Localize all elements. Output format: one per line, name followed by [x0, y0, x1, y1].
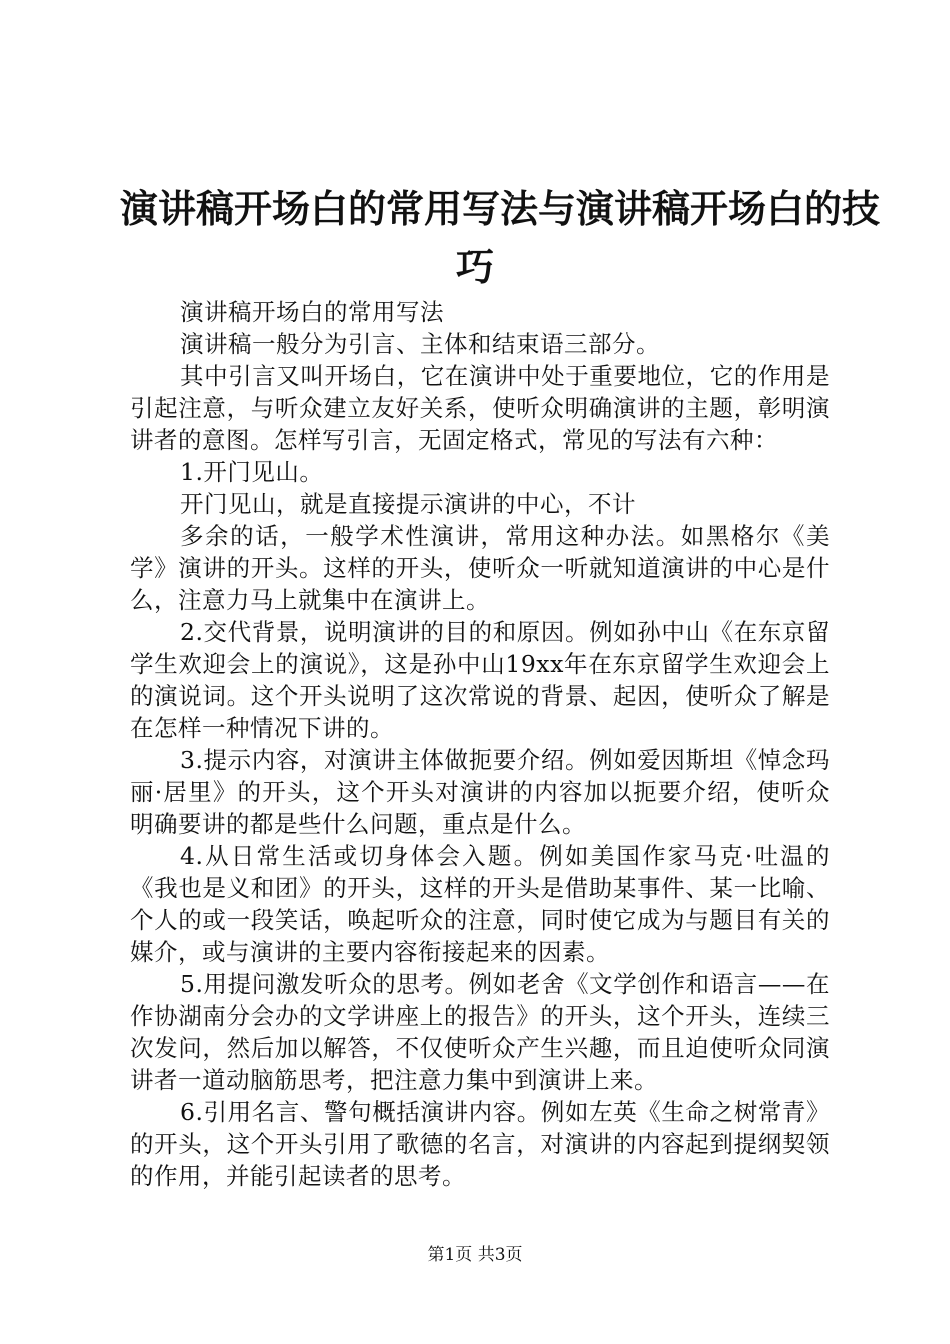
- section-heading: 演讲稿开场白的常用写法: [180, 298, 444, 326]
- list-item: 6.引用名言、警句概括演讲内容。例如左英《生命之树常青》的开头，这个开头引用了歌德的名言，对演讲的内容起到提纲契领的作用，并能引起读者的思考。: [130, 1098, 830, 1190]
- document-body: [130, 296, 830, 1192]
- list-item: 2.交代背景，说明演讲的目的和原因。例如孙中山《在东京留学生欢迎会上的演说》，这是孙中山19xx年在东京留学生欢迎会上的演说词。这个开头说明了这次常说的背景、起因，使听众了解是在怎样一种情况下讲的。: [130, 618, 830, 742]
- list-item: 5.用提问激发听众的思考。例如老舍《文学创作和语言——在作协湖南分会办的文学讲座上的报告》的开头，这个开头，连续三次发问，然后加以解答，不仅使听众产生兴趣，而且迫使听众同演讲者一道动脑筋思考，把注意力集中到演讲上来。: [130, 970, 830, 1094]
- list-item: 3.提示内容，对演讲主体做扼要介绍。例如爱因斯坦《悼念玛丽·居里》的开头，这个开头对演讲的内容加以扼要介绍，使听众明确要讲的都是些什么问题，重点是什么。: [130, 746, 830, 838]
- paragraph: 开门见山，就是直接提示演讲的中心，不计: [180, 490, 636, 518]
- paragraph: 多余的话，一般学术性演讲，常用这种办法。如黑格尔《美学》演讲的开头。这样的开头，使听众一听就知道演讲的中心是什么，注意力马上就集中在演讲上。: [130, 522, 830, 614]
- page-footer: 第1页 共3页: [427, 1245, 523, 1265]
- list-item-heading: 1.开门见山。: [180, 458, 324, 486]
- document-title-line-2: 巧: [455, 244, 494, 289]
- paragraph: 其中引言又叫开场白，它在演讲中处于重要地位，它的作用是引起注意，与听众建立友好关系，使听众明确演讲的主题，彰明演讲者的意图。怎样写引言，无固定格式，常见的写法有六种：: [130, 362, 830, 454]
- document-title-line-1: 演讲稿开场白的常用写法与演讲稿开场白的技: [120, 186, 881, 231]
- list-item: 4.从日常生活或切身体会入题。例如美国作家马克·吐温的《我也是义和团》的开头，这样的开头是借助某事件、某一比喻、个人的或一段笑话，唤起听众的注意，同时使它成为与题目有关的媒介，或与演讲的主要内容衔接起来的因素。: [130, 842, 830, 966]
- paragraph: 演讲稿一般分为引言、主体和结束语三部分。: [180, 330, 660, 358]
